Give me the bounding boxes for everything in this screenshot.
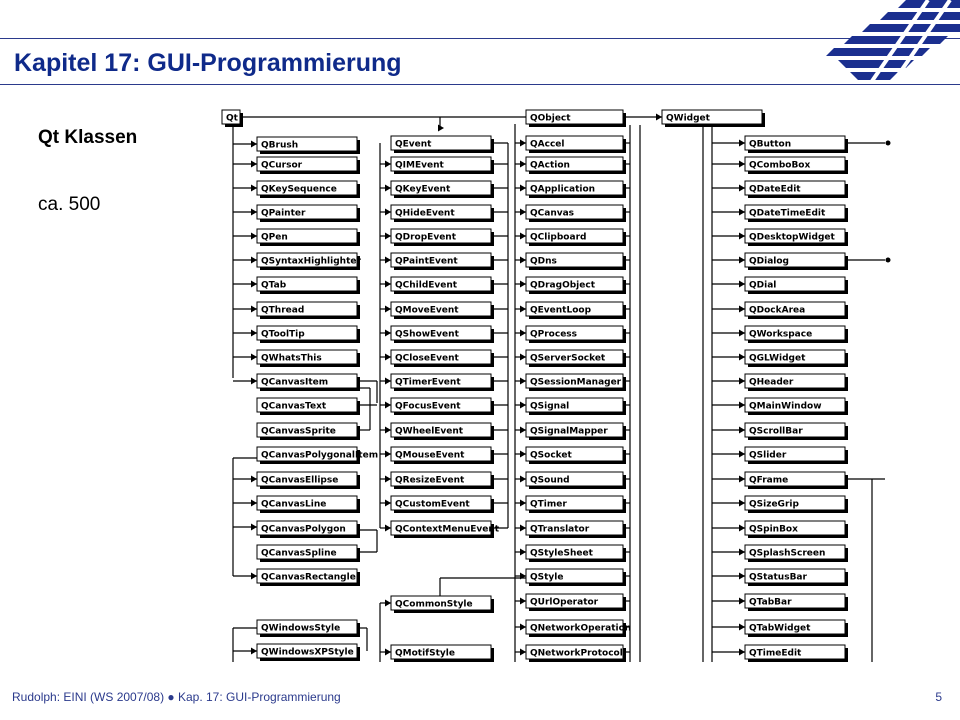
class-label: QDateEdit bbox=[749, 184, 801, 195]
class-box-qstylesheet bbox=[526, 545, 626, 562]
class-label: QCanvasPolygonalItem bbox=[261, 450, 379, 461]
class-box-qnetworkprotocol bbox=[526, 645, 626, 662]
class-label: QApplication bbox=[530, 184, 596, 195]
class-box-qframe bbox=[745, 472, 848, 489]
class-box-qsignal bbox=[526, 398, 626, 415]
class-box-qcanvaspolygon bbox=[257, 521, 360, 538]
class-label: QWindowsStyle bbox=[261, 623, 341, 634]
class-box-qresizeevent bbox=[391, 472, 494, 489]
class-box-qthread bbox=[257, 302, 360, 319]
class-label: QSizeGrip bbox=[749, 499, 799, 510]
class-label: QSignalMapper bbox=[530, 426, 608, 437]
class-box-qprocess bbox=[526, 326, 626, 343]
class-label: QEventLoop bbox=[530, 305, 592, 316]
class-box-qchildevent bbox=[391, 277, 494, 294]
class-label: QSocket bbox=[530, 450, 572, 461]
class-box-qshowevent bbox=[391, 326, 494, 343]
class-box-qapplication bbox=[526, 181, 626, 198]
class-box-qcanvassprite bbox=[257, 423, 360, 440]
class-label: QKeySequence bbox=[261, 184, 337, 195]
class-label: QClipboard bbox=[530, 232, 587, 243]
class-label: QPen bbox=[261, 232, 288, 243]
class-box-qcanvasrectangle bbox=[257, 569, 360, 586]
page-number: 5 bbox=[935, 690, 942, 704]
class-label: QStyle bbox=[530, 572, 564, 583]
class-label: QContextMenuEvent bbox=[395, 524, 500, 535]
class-label: QTimerEvent bbox=[395, 377, 461, 388]
class-box-qwheelevent bbox=[391, 423, 494, 440]
class-box-qcommonstyle bbox=[391, 596, 494, 613]
class-label: QMouseEvent bbox=[395, 450, 465, 461]
page-title: Kapitel 17: GUI-Programmierung bbox=[14, 49, 402, 77]
class-box-qsignalmapper bbox=[526, 423, 626, 440]
class-box-qglwidget bbox=[745, 350, 848, 367]
class-box-qimevent bbox=[391, 157, 494, 174]
class-label: QTab bbox=[261, 280, 287, 291]
class-label: QServerSocket bbox=[530, 353, 606, 364]
class-box-qtooltip bbox=[257, 326, 360, 343]
class-label: QMoveEvent bbox=[395, 305, 459, 316]
class-box-qcontextmenuevent bbox=[391, 521, 500, 538]
title-rule bbox=[0, 84, 960, 85]
class-box-qaccel bbox=[526, 136, 626, 153]
class-label: QChildEvent bbox=[395, 280, 458, 291]
class-label: QDialog bbox=[749, 256, 789, 267]
class-box-qpen bbox=[257, 229, 360, 246]
class-label: QDial bbox=[749, 280, 777, 291]
class-label: QWorkspace bbox=[749, 329, 813, 340]
class-box-qtabwidget bbox=[745, 620, 848, 637]
class-box-qworkspace bbox=[745, 326, 848, 343]
class-count: ca. 500 bbox=[38, 194, 101, 215]
class-box-qcanvasline bbox=[257, 496, 360, 513]
class-box-qmainwindow bbox=[745, 398, 848, 415]
class-label: QHideEvent bbox=[395, 208, 455, 219]
class-label: QStyleSheet bbox=[530, 548, 593, 559]
class-label: QScrollBar bbox=[749, 426, 803, 437]
class-label: QSignal bbox=[530, 401, 570, 412]
class-label: QCanvasLine bbox=[261, 499, 327, 510]
class-label: QSound bbox=[530, 475, 570, 486]
class-box-qsound bbox=[526, 472, 626, 489]
class-box-qurloperator bbox=[526, 594, 626, 611]
qt-class-hierarchy-diagram bbox=[212, 102, 902, 662]
class-box-qsocket bbox=[526, 447, 626, 464]
class-label: QTimer bbox=[530, 499, 567, 510]
class-box-qmotifstyle bbox=[391, 645, 494, 662]
class-label: QCanvasEllipse bbox=[261, 475, 339, 486]
class-box-qclipboard bbox=[526, 229, 626, 246]
class-box-qhideevent bbox=[391, 205, 494, 222]
class-box-qtimeedit bbox=[745, 645, 848, 662]
class-label: QFocusEvent bbox=[395, 401, 461, 412]
footer-text: Rudolph: EINI (WS 2007/08) ● Kap. 17: GUI-Programmierung bbox=[12, 690, 341, 704]
class-box-qcanvas bbox=[526, 205, 626, 222]
class-box-qsplashscreen bbox=[745, 545, 848, 562]
class-label: QWidget bbox=[666, 113, 710, 124]
class-box-qaction bbox=[526, 157, 626, 174]
class-label: QPaintEvent bbox=[395, 256, 458, 267]
class-box-qdial bbox=[745, 277, 848, 294]
class-label: QSpinBox bbox=[749, 524, 798, 535]
class-label: QDropEvent bbox=[395, 232, 457, 243]
class-box-qmoveevent bbox=[391, 302, 494, 319]
class-label: QNetworkOperation bbox=[530, 623, 632, 634]
class-label: QCanvasText bbox=[261, 401, 327, 412]
class-box-qdesktopwidget bbox=[745, 229, 848, 246]
class-box-qkeysequence bbox=[257, 181, 360, 198]
class-box-qscrollbar bbox=[745, 423, 848, 440]
class-label: QShowEvent bbox=[395, 329, 459, 340]
class-box-qtab bbox=[257, 277, 360, 294]
class-box-qdialog bbox=[745, 253, 848, 270]
class-label: QStatusBar bbox=[749, 572, 807, 583]
class-box-qsessionmanager bbox=[526, 374, 626, 391]
class-label: QTimeEdit bbox=[749, 648, 802, 659]
class-label: QSessionManager bbox=[530, 377, 622, 388]
class-box-qwhatsthis bbox=[257, 350, 360, 367]
class-box-qslider bbox=[745, 447, 848, 464]
class-label: QTabWidget bbox=[749, 623, 811, 634]
class-box-qcustomevent bbox=[391, 496, 494, 513]
class-box-qsizegrip bbox=[745, 496, 848, 513]
class-label: QTranslator bbox=[530, 524, 590, 535]
class-box-qdropevent bbox=[391, 229, 494, 246]
class-label: QUrlOperator bbox=[530, 597, 599, 608]
class-label: QDns bbox=[530, 256, 557, 267]
class-box-qstatusbar bbox=[745, 569, 848, 586]
class-box-qcanvasellipse bbox=[257, 472, 360, 489]
class-label: QButton bbox=[749, 139, 792, 150]
class-label: QCanvas bbox=[530, 208, 575, 219]
class-label: QCustomEvent bbox=[395, 499, 470, 510]
class-box-qwindowsxpstyle bbox=[257, 644, 360, 661]
class-label: QCanvasSpline bbox=[261, 548, 337, 559]
class-box-qtranslator bbox=[526, 521, 626, 538]
class-box-qcanvasitem bbox=[257, 374, 360, 391]
class-label: QWheelEvent bbox=[395, 426, 464, 437]
class-label: Qt bbox=[226, 113, 238, 124]
diagram-heading: Qt Klassen bbox=[38, 127, 138, 148]
class-box-qfocusevent bbox=[391, 398, 494, 415]
class-box-qnetworkoperation bbox=[526, 620, 631, 637]
class-box-qcanvastext bbox=[257, 398, 360, 415]
class-label: QFrame bbox=[749, 475, 789, 486]
class-box-qmouseevent bbox=[391, 447, 494, 464]
class-label: QPainter bbox=[261, 208, 306, 219]
class-box-qcanvaspolygonalitem bbox=[257, 447, 378, 464]
class-box-qwidget bbox=[662, 110, 765, 127]
class-label: QCanvasPolygon bbox=[261, 524, 346, 535]
class-box-qdockarea bbox=[745, 302, 848, 319]
class-box-qcanvasspline bbox=[257, 545, 360, 562]
class-label: QIMEvent bbox=[395, 160, 444, 171]
class-label: QCanvasSprite bbox=[261, 426, 336, 437]
class-label: QBrush bbox=[261, 140, 299, 151]
university-logo bbox=[810, 0, 960, 84]
class-box-qtimer bbox=[526, 496, 626, 513]
class-label: QThread bbox=[261, 305, 305, 316]
class-label: QObject bbox=[530, 113, 571, 124]
class-label: QEvent bbox=[395, 139, 432, 150]
class-box-qpaintevent bbox=[391, 253, 494, 270]
class-box-qtabbar bbox=[745, 594, 848, 611]
class-label: QAccel bbox=[530, 139, 565, 150]
class-label: QKeyEvent bbox=[395, 184, 451, 195]
class-box-qcloseevent bbox=[391, 350, 494, 367]
class-label: QMainWindow bbox=[749, 401, 822, 412]
class-label: QCanvasRectangle bbox=[261, 572, 356, 583]
class-box-qdatetimeedit bbox=[745, 205, 848, 222]
class-label: QCursor bbox=[261, 160, 303, 171]
class-box-qcursor bbox=[257, 157, 360, 174]
class-box-qstyle bbox=[526, 569, 626, 586]
class-label: QResizeEvent bbox=[395, 475, 465, 486]
class-label: QHeader bbox=[749, 377, 794, 388]
class-box-qserversocket bbox=[526, 350, 626, 367]
class-label: QNetworkProtocol bbox=[530, 648, 623, 659]
class-label: QCloseEvent bbox=[395, 353, 459, 364]
class-label: QWhatsThis bbox=[261, 353, 322, 364]
class-label: QWindowsXPStyle bbox=[261, 647, 354, 658]
class-box-qkeyevent bbox=[391, 181, 494, 198]
class-label: QComboBox bbox=[749, 160, 811, 171]
class-box-qcombobox bbox=[745, 157, 848, 174]
class-label: QCommonStyle bbox=[395, 599, 473, 610]
class-label: QCanvasItem bbox=[261, 377, 329, 388]
class-box-qdragobject bbox=[526, 277, 626, 294]
class-label: QToolTip bbox=[261, 329, 305, 340]
class-label: QDateTimeEdit bbox=[749, 208, 826, 219]
class-box-qspinbox bbox=[745, 521, 848, 538]
class-box-qtimerevent bbox=[391, 374, 494, 391]
class-box-qwindowsstyle bbox=[257, 620, 360, 637]
class-label: QSyntaxHighlighter bbox=[261, 256, 361, 267]
class-label: QDesktopWidget bbox=[749, 232, 835, 243]
class-box-qeventloop bbox=[526, 302, 626, 319]
class-label: QSplashScreen bbox=[749, 548, 826, 559]
class-label: QGLWidget bbox=[749, 353, 806, 364]
class-label: QSlider bbox=[749, 450, 787, 461]
class-label: QMotifStyle bbox=[395, 648, 455, 659]
class-label: QProcess bbox=[530, 329, 578, 340]
class-label: QAction bbox=[530, 160, 570, 171]
class-label: QDragObject bbox=[530, 280, 595, 291]
class-box-qbutton bbox=[745, 136, 848, 153]
class-box-qdateedit bbox=[745, 181, 848, 198]
class-box-qdns bbox=[526, 253, 626, 270]
class-box-qheader bbox=[745, 374, 848, 391]
class-box-qbrush bbox=[257, 137, 360, 154]
class-box-qobject bbox=[526, 110, 626, 127]
class-label: QTabBar bbox=[749, 597, 792, 608]
class-box-qsyntaxhighlighter bbox=[257, 253, 361, 270]
class-box-qevent bbox=[391, 136, 494, 153]
class-label: QDockArea bbox=[749, 305, 806, 316]
class-box-qpainter bbox=[257, 205, 360, 222]
